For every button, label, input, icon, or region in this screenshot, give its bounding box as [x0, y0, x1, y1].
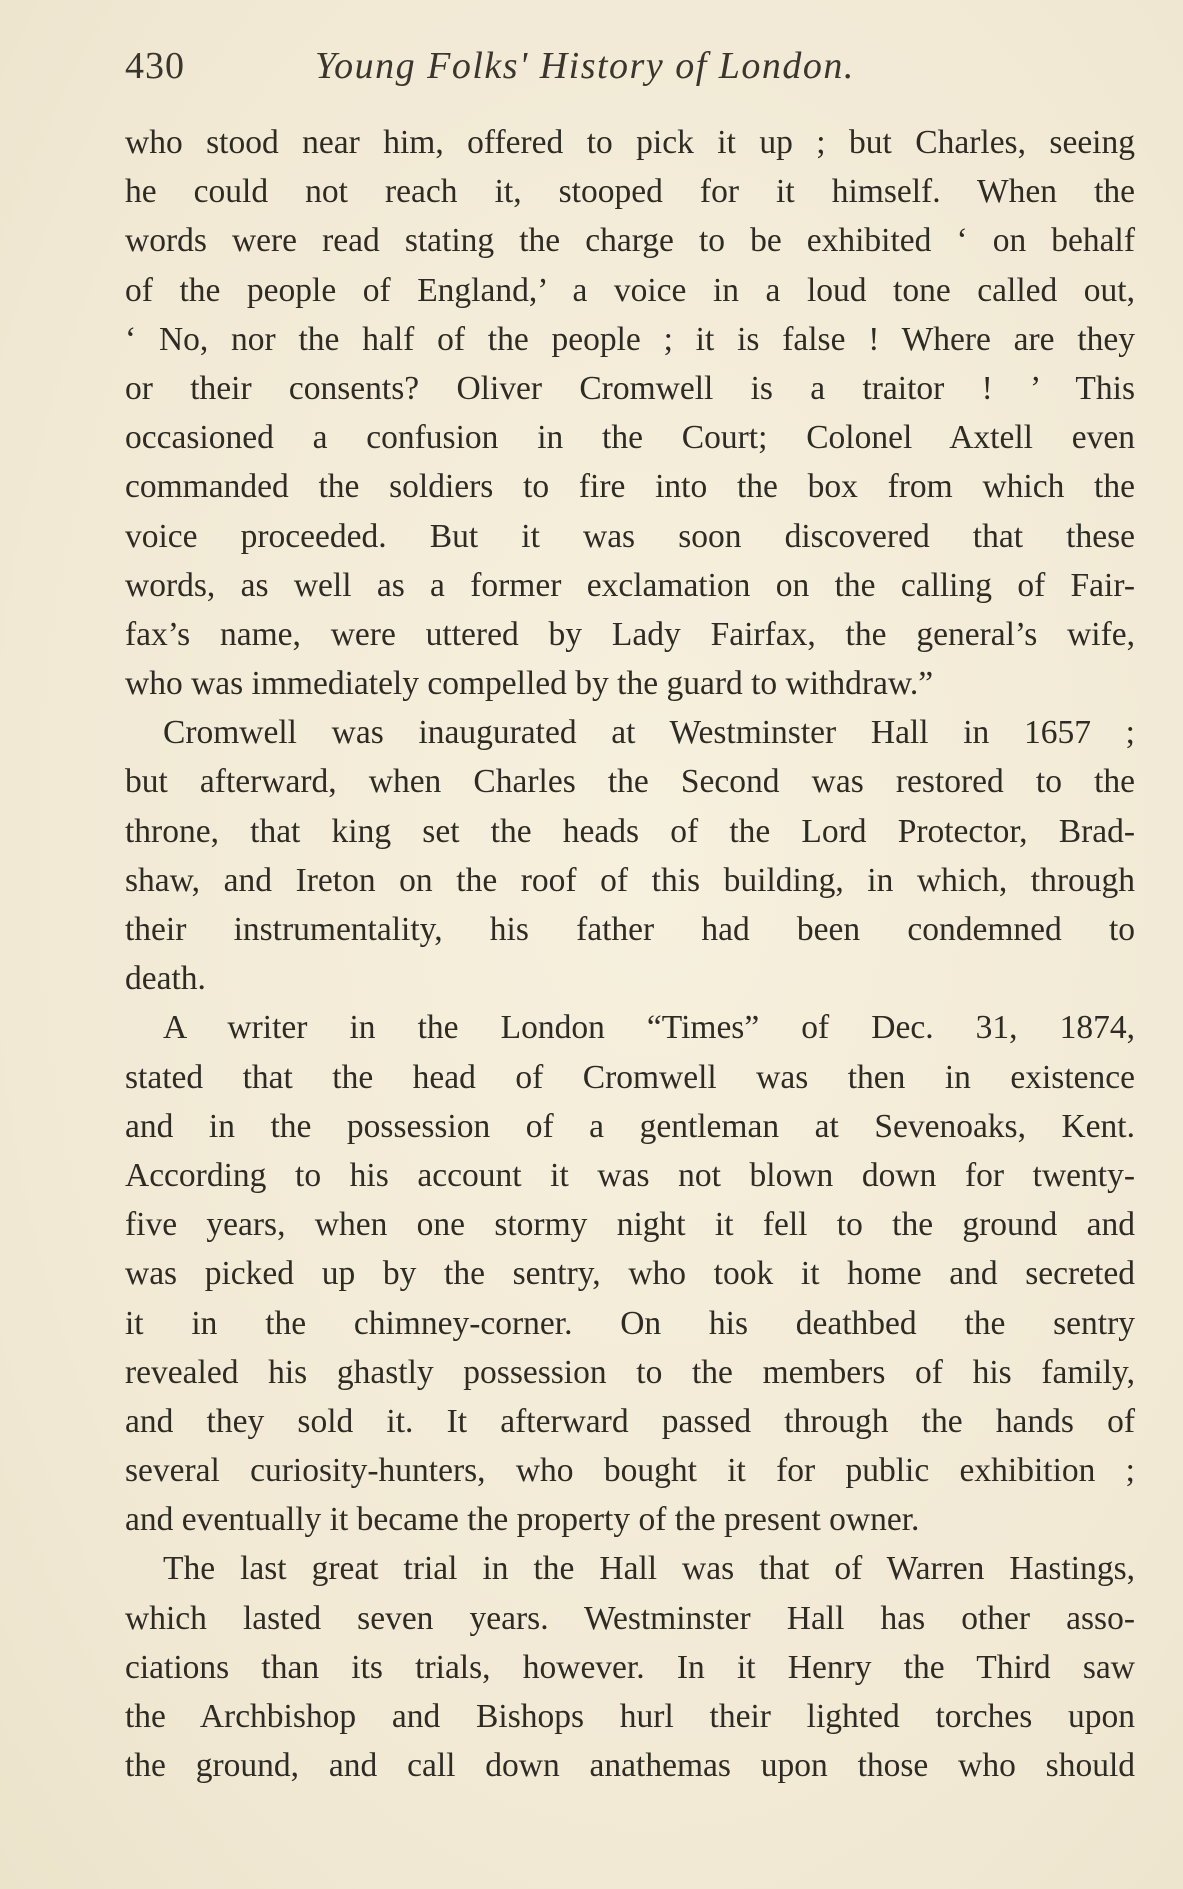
text-line: voice proceeded. But it was soon discovered that these — [125, 517, 1135, 555]
text-line: commanded the soldiers to fire into the box from which the — [125, 468, 1135, 506]
text-line: who was immediately compelled by the guard to withdraw.” — [125, 665, 934, 703]
text-line: fax’s name, were uttered by Lady Fairfax, the general’s wife, — [125, 615, 1135, 653]
text-line: and they sold it. It afterward passed through the hands of — [125, 1402, 1135, 1440]
text-line: their instrumentality, his father had been condemned to — [125, 911, 1135, 948]
text-line: death. — [125, 960, 206, 998]
text-line: and eventually it became the property of the present owner. — [125, 1501, 920, 1539]
text-line: it in the chimney-corner. On his deathbed the sentry — [125, 1304, 1135, 1342]
text-line: shaw, and Ireton on the roof of this building, in which, through — [125, 861, 1135, 899]
text-line: the Archbishop and Bishops hurl their lighted torches upon — [125, 1698, 1135, 1735]
text-line: occasioned a confusion in the Court; Colonel Axtell even — [125, 419, 1135, 457]
running-head — [125, 36, 1135, 96]
text-line: ciations than its trials, however. In it Henry the Third saw — [125, 1648, 1135, 1686]
text-line: According to his account it was not blown down for twenty- — [125, 1156, 1135, 1194]
text-line: the ground, and call down anathemas upon those who should — [125, 1747, 1135, 1785]
page-number: 430 — [125, 45, 185, 87]
text-line: which lasted seven years. Westminster Hall has other asso- — [125, 1599, 1135, 1637]
text-line: throne, that king set the heads of the Lord Protector, Brad- — [125, 812, 1135, 850]
running-title: Young Folks' History of London. — [315, 45, 855, 87]
text-line: was picked up by the sentry, who took it home and secreted — [125, 1255, 1135, 1293]
text-line: A writer in the London “Times” of Dec. 31, 1874, — [163, 1009, 1135, 1047]
text-line: five years, when one stormy night it fell to the ground and — [125, 1206, 1135, 1244]
text-line: revealed his ghastly possession to the members of his family, — [125, 1353, 1135, 1391]
text-line: of the people of England,’ a voice in a loud tone called out, — [125, 271, 1135, 309]
text-line: several curiosity-hunters, who bought it for public exhibition ; — [125, 1452, 1135, 1490]
text-line: words, as well as a former exclamation on the calling of Fair- — [125, 566, 1135, 604]
text-line: The last great trial in the Hall was that of Warren Hastings, — [163, 1550, 1135, 1588]
text-line: stated that the head of Cromwell was then in existence — [125, 1058, 1135, 1096]
text-line: he could not reach it, stooped for it himself. When the — [125, 173, 1135, 211]
text-line: or their consents? Oliver Cromwell is a traitor ! ’ This — [125, 369, 1135, 407]
text-line: words were read stating the charge to be exhibited ‘ on behalf — [125, 222, 1135, 260]
body-text — [125, 118, 1135, 1790]
text-line: who stood near him, offered to pick it up ; but Charles, seeing — [125, 124, 1135, 161]
text-line: and in the possession of a gentleman at Sevenoaks, Kent. — [125, 1107, 1135, 1145]
text-line: ‘ No, nor the half of the people ; it is false ! Where are they — [125, 320, 1135, 358]
text-line: Cromwell was inaugurated at Westminster Hall in 1657 ; — [163, 714, 1135, 752]
text-line: but afterward, when Charles the Second was restored to the — [125, 763, 1135, 801]
